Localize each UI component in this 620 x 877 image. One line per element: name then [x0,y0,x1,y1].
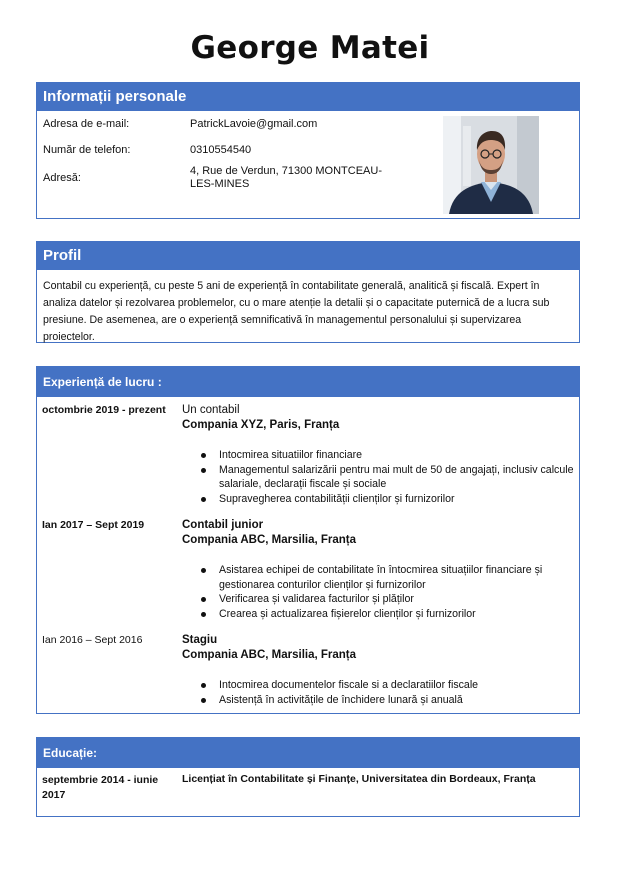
job-title: Un contabil [182,404,240,416]
duty-item: Crearea și actualizarea fișierelor clienților și furnizorilor [219,607,577,622]
profile-photo [443,116,539,214]
profile-heading: Profil [37,242,579,270]
duty-item: Intocmirea documentelor fiscale si a declaratiilor fiscale [219,678,577,693]
duty-item: Managementul salarizării pentru mai mult de 50 de angajați, inclusiv calcule salariale, declarații fiscale și sociale [219,463,577,492]
job-date: Ian 2017 – Sept 2019 [42,519,145,531]
experience-heading: Experiență de lucru : [37,367,579,397]
job-date: Ian 2016 – Sept 2016 [42,634,143,646]
duty-item: Asistarea echipei de contabilitate în întocmirea situațiilor financiare și gestionarea conturilor clienților și furnizorilor [219,563,577,592]
education-heading: Educație: [37,738,579,768]
resume-name: George Matei [190,30,430,66]
job-date: octombrie 2019 - prezent [42,404,166,416]
job-duties [182,678,577,707]
address-label: Adresă: [43,172,81,184]
personal-info-heading: Informații personale [37,83,579,111]
duty-item: Verificarea și validarea facturilor și plăților [219,592,577,607]
profile-text: Contabil cu experiență, cu peste 5 ani de experiență în contabilitate generală, analitică și fiscală. Expert în analiza datelor și rezolvarea problemelor, cu o mare atenție la detalii și o capacitate puternică de a lucra sub presiune. De asemenea, are o experiență semnificativă în managementul personalului și supervizarea proiectelor. [43,280,550,343]
personal-info-section [36,82,580,219]
experience-section [36,366,580,714]
email-label: Adresa de e-mail: [43,118,130,130]
profile-section [36,241,580,343]
education-section [36,737,580,817]
duty-item: Intocmirea situatiilor financiare [219,448,577,463]
job-company: Compania ABC, Marsilia, Franța [182,649,357,661]
job-title: Contabil junior [182,519,264,531]
job-duties [182,448,577,506]
address-value: 4, Rue de Verdun, 71300 MONTCEAU-LES-MINES [190,165,382,190]
job-company: Compania XYZ, Paris, Franța [182,419,340,431]
duty-item: Asistență în activitățile de închidere lunară și anuală [219,693,577,708]
job-company: Compania ABC, Marsilia, Franța [182,534,357,546]
job-title: Stagiu [182,634,218,646]
job-duties [182,563,577,621]
education-date: septembrie 2014 - iunie 2017 [42,774,159,801]
phone-label: Număr de telefon: [43,144,131,156]
education-degree: Licențiat în Contabilitate și Finanțe, Universitatea din Bordeaux, Franța [182,773,536,785]
email-value: PatrickLavoie@gmail.com [190,118,318,130]
phone-value: 0310554540 [190,144,252,156]
duty-item: Supravegherea contabilității clienților și furnizorilor [219,492,577,507]
